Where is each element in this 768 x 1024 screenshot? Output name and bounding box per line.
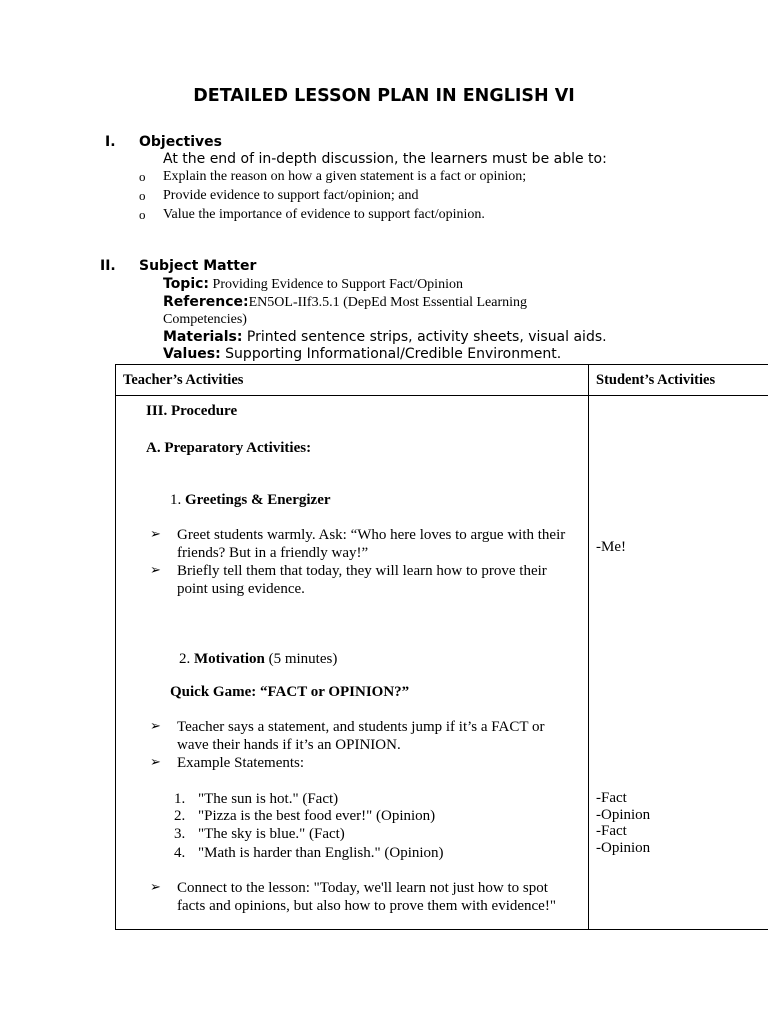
arrow-bullet-icon: ➢ <box>150 719 161 734</box>
objectives-intro: At the end of in-depth discussion, the learners must be able to: <box>163 151 607 167</box>
teacher-activities-header-cell <box>116 365 589 396</box>
objective-item: Provide evidence to support fact/opinion; and <box>163 188 419 203</box>
greet-item-1: Greet students warmly. Ask: “Who here loves to argue with their <box>177 527 566 543</box>
bullet-marker: o <box>139 169 146 184</box>
procedure-heading: III. Procedure <box>146 403 238 419</box>
section-heading-subject-matter: Subject Matter <box>139 258 257 274</box>
student-response: -Me! <box>596 539 626 555</box>
example-number: 1. <box>174 791 186 807</box>
bullet-marker: o <box>139 188 146 203</box>
example-statement: "The sky is blue." (Fact) <box>198 826 345 842</box>
values-line <box>163 346 561 362</box>
reference-line <box>163 294 527 311</box>
topic-line <box>163 276 463 293</box>
materials-value: Printed sentence strips, activity sheets, visual aids. <box>246 329 607 345</box>
teacher-activities-header: Teacher’s Activities <box>123 372 244 388</box>
values-value: Supporting Informational/Credible Environment. <box>225 346 562 362</box>
section-heading-objectives: Objectives <box>139 134 222 150</box>
example-number: 4. <box>174 845 186 861</box>
example-statements-label: Example Statements: <box>177 755 305 771</box>
objective-item: Explain the reason on how a given statement is a fact or opinion; <box>163 169 527 184</box>
values-label: Values: <box>163 346 221 362</box>
topic-label: Topic: <box>163 276 210 292</box>
greet-item-2: Briefly tell them that today, they will learn how to prove their <box>177 563 547 579</box>
quick-game-heading: Quick Game: “FACT or OPINION?” <box>170 684 410 700</box>
activities-table <box>115 364 768 930</box>
greet-item-2-continued: point using evidence. <box>177 581 305 597</box>
reference-value: EN5OL-IIf3.5.1 (DepEd Most Essential Learning <box>248 295 527 310</box>
student-activities-cell <box>589 396 768 930</box>
student-response: -Opinion <box>596 807 651 823</box>
student-response: -Fact <box>596 790 627 806</box>
section-number-subject-matter: II. <box>100 258 116 274</box>
materials-line <box>163 329 607 345</box>
materials-label: Materials: <box>163 329 243 345</box>
arrow-bullet-icon: ➢ <box>150 880 161 895</box>
preparatory-heading: A. Preparatory Activities: <box>146 440 312 456</box>
reference-value-continued: Competencies) <box>163 312 247 327</box>
motivation-heading: 2. Motivation (5 minutes) <box>179 651 338 667</box>
greet-item-1-continued: friends? But in a friendly way!” <box>177 545 369 561</box>
connect-lesson-item-continued: facts and opinions, but also how to prove them with evidence!" <box>177 898 556 914</box>
reference-label: Reference: <box>163 294 249 310</box>
section-number-objectives: I. <box>105 134 116 150</box>
arrow-bullet-icon: ➢ <box>150 563 161 578</box>
example-number: 3. <box>174 826 186 842</box>
teacher-statement-item: Teacher says a statement, and students jump if it’s a FACT or <box>177 719 545 735</box>
topic-value: Providing Evidence to Support Fact/Opinion <box>212 277 463 292</box>
greetings-heading: 1. Greetings & Energizer <box>170 492 331 508</box>
student-response: -Opinion <box>596 840 651 856</box>
example-statement: "Pizza is the best food ever!" (Opinion) <box>198 808 436 824</box>
teacher-activities-cell <box>116 396 589 930</box>
objective-item: Value the importance of evidence to support fact/opinion. <box>163 207 485 222</box>
document-title: DETAILED LESSON PLAN IN ENGLISH VI <box>193 86 575 106</box>
student-activities-header-cell <box>589 365 768 396</box>
connect-lesson-item: Connect to the lesson: "Today, we'll learn not just how to spot <box>177 880 548 896</box>
bullet-marker: o <box>139 207 146 222</box>
student-activities-header: Student’s Activities <box>596 372 716 388</box>
example-statement: "The sun is hot." (Fact) <box>198 791 339 807</box>
student-response: -Fact <box>596 823 627 839</box>
teacher-statement-item-continued: wave their hands if it’s an OPINION. <box>177 737 401 753</box>
example-number: 2. <box>174 808 186 824</box>
example-statement: "Math is harder than English." (Opinion) <box>198 845 444 861</box>
arrow-bullet-icon: ➢ <box>150 755 161 770</box>
arrow-bullet-icon: ➢ <box>150 527 161 542</box>
